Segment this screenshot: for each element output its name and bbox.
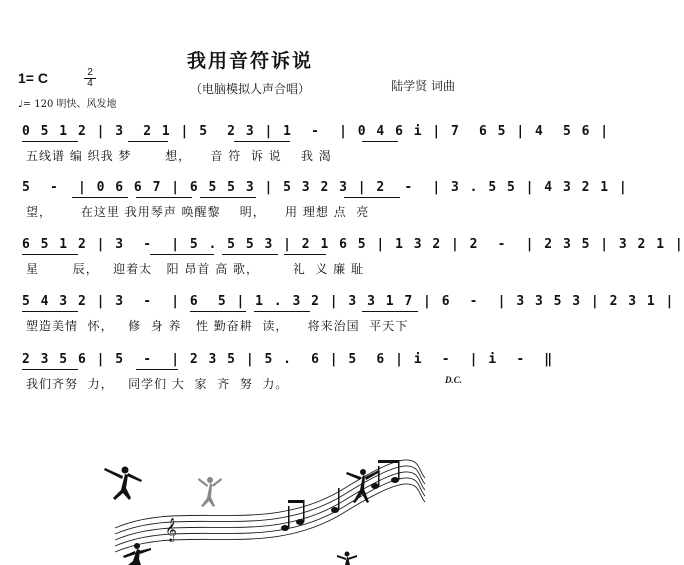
dancer-silhouette-icon: [123, 543, 151, 565]
notation-row: 5 - | 0 6 6 7 | 6 5 5 3 | 5 3 2 3 | 2 - | 3 . 5 5 | 4 3 2 1 |: [22, 180, 629, 195]
dancer-silhouette-icon: [198, 477, 222, 507]
beam-line: [150, 254, 214, 255]
song-subtitle: （电脑模拟人声合唱）: [189, 82, 310, 96]
notation-row: 6 5 1 2 | 3 - | 5 . 5 5 3 | 2 1 6 5 | 1 3 2 | 2 - | 2 3 5 | 3 2 1 |: [22, 237, 684, 252]
composer-credit: 陆学贤 词曲: [391, 79, 455, 93]
tempo-marking: ♩= 120 明快、风发地: [18, 99, 117, 110]
dancer-silhouette-icon: [337, 552, 357, 565]
beam-line: [136, 369, 178, 370]
lyrics-row: 塑造美情 怀， 修 身 养 性 勤奋耕 读， 将来治国 平天下: [26, 319, 409, 333]
beam-line: [22, 141, 78, 142]
notation-row: 5 4 3 2 | 3 - | 6 5 | 1 . 3 2 | 3 3 1 7 | 6 - | 3 3 5 3 | 2 3 1 |: [22, 294, 675, 309]
time-signature: [84, 68, 96, 89]
beam-line: [344, 197, 400, 198]
dancer-silhouette-icon: [104, 467, 142, 501]
beam-line: [254, 311, 310, 312]
lyrics-row: 我们齐努 力， 同学们 大 家 齐 努 力。: [26, 377, 289, 391]
beam-line: [22, 311, 78, 312]
beam-line: [128, 141, 168, 142]
beam-line: [22, 254, 78, 255]
lyrics-row: 五线谱 编 织我 梦 想， 音 符 诉 说 我 渴: [26, 149, 332, 163]
svg-text:𝄞: 𝄞: [165, 517, 177, 541]
beam-line: [190, 311, 246, 312]
da-capo-marking: D.C.: [444, 375, 462, 385]
song-title: 我用音符诉说: [186, 50, 313, 72]
dancers-staff-illustration: [95, 458, 425, 565]
lyrics-row: 望， 在这里 我用琴声 唤醒黎 明， 用 理想 点 亮: [26, 205, 370, 219]
notation-row: 2 3 5 6 | 5 - | 2 3 5 | 5 . 6 | 5 6 | i - | i - ‖: [22, 352, 554, 367]
notation-row: 0 5 1 2 | 3 2 1 | 5 2 3 | 1 - | 0 4 6 i | 7 6 5 | 4 5 6 |: [22, 124, 610, 139]
beam-line: [284, 254, 326, 255]
time-signature-bottom: 4: [87, 78, 93, 89]
beam-line: [222, 254, 278, 255]
beam-line: [362, 311, 418, 312]
beam-line: [22, 369, 78, 370]
time-signature-top: 2: [84, 68, 96, 79]
beam-line: [72, 197, 128, 198]
beam-line: [362, 141, 398, 142]
beam-line: [234, 141, 290, 142]
lyrics-row: 星 辰， 迎着太 阳 昂首 高 歌， 礼 义 廉 耻: [26, 262, 364, 276]
beam-line: [200, 197, 256, 198]
key-signature: 1= C: [18, 70, 48, 86]
beam-line: [136, 197, 192, 198]
